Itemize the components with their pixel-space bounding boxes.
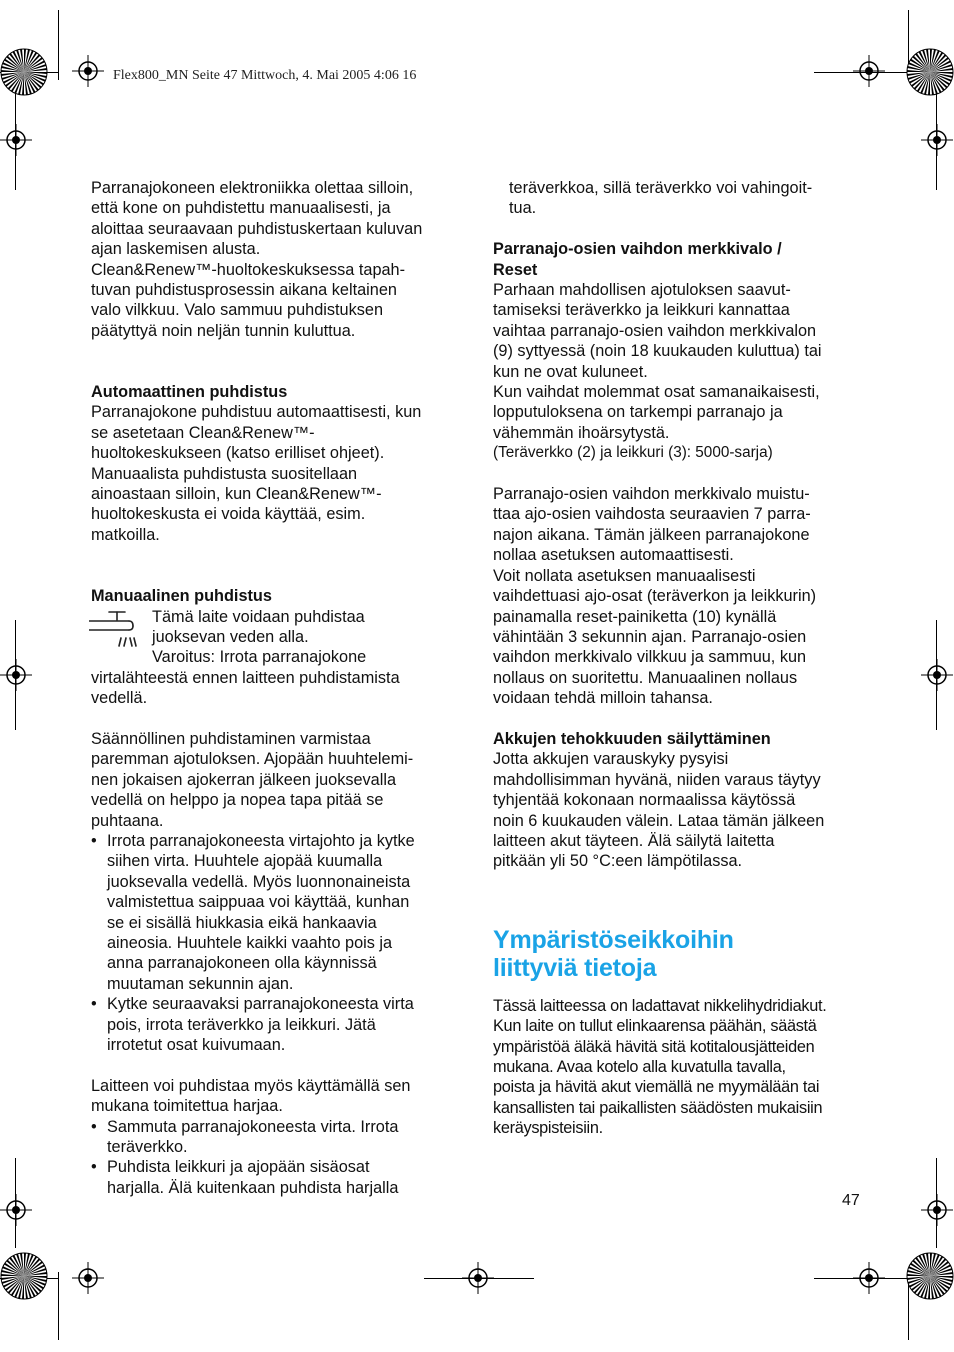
registration-mark-icon (921, 124, 953, 156)
manual-cleaning-heading: Manuaalinen puhdistus (91, 587, 272, 606)
registration-mark-icon (0, 1194, 32, 1226)
starburst-mark-icon (906, 48, 954, 96)
starburst-mark-icon (0, 48, 48, 96)
faucet-water-icon (89, 608, 147, 656)
auto-cleaning-heading: Automaattinen puhdistus (91, 383, 288, 402)
starburst-mark-icon (0, 1252, 48, 1300)
parts-note: (Teräverkko (2) ja leikkuri (3): 5000-sarja) (493, 444, 773, 462)
replace-indicator-heading: Parranajo-osien vaihdon merkkivalo / Reset (493, 240, 782, 279)
replace-indicator-paragraph: Parhaan mahdollisen ajotuloksen saavut- tamiseksi teräverkko ja leikkuri kannattaa vaihtaa parranajo-osien vaihdon merkkivalon (9) syttyessä (noin 18 kuukauden kuluttua) tai kun ne ovat kuluneet. Kun vaihdat molemmat osat samanaikaisesti, lopputuloksena on tarkempi parranajo ja vähemmän ihoärsytystä. (Teräverkko (2) ja leikkuri (3): 5000-sarja) (493, 280, 865, 464)
registration-mark-icon (72, 1262, 104, 1294)
reminder-paragraph: Parranajo-osien vaihdon merkkivalo muistu- ttaa ajo-osien vaihdosta seuraavien 7 parra- najon aikana. Tämän jälkeen parranajokone nollaa asetuksen automaattisesti. Voit nollata asetuksen manuaalisesti vaihdettuasi ajo-osat (teräverkon ja leikkurin) painamalla reset-painiketta (10) kynällä vähintään 3 sekunnin ajan. Parranajo-osien vaihdon merkkivalo vilkkuu ja sammuu, kun nollaus on suoritettu. Manuaalinen nollaus voidaan tehdä milloin tahansa. (493, 485, 817, 708)
print-header: Flex800_MN Seite 47 Mittwoch, 4. Mai 2005 4:06 16 (113, 68, 417, 83)
registration-mark-icon (72, 55, 104, 87)
battery-heading: Akkujen tehokkuuden säilyttäminen (493, 729, 771, 748)
list-item: • Kytke seuraavaksi parranajokoneesta virta pois, irrota teräverkko ja leikkuri. Jätä irrotetut osat kuivumaan. (91, 994, 463, 1055)
regular-cleaning-paragraph: Säännöllinen puhdistaminen varmistaa paremman ajotuloksen. Ajopään huuhtelemi- nen jokaisen ajokerran jälkeen juoksevalla vedellä on helppo ja nopea tapa pitää se puhtaana. (91, 729, 414, 830)
page-number: 47 (842, 1192, 860, 1209)
starburst-mark-icon (906, 1252, 954, 1300)
list-item: • Puhdista leikkuri ja ajopään sisäosat harjalla. Älä kuitenkaan puhdista harjalla (91, 1157, 463, 1198)
battery-paragraph: Jotta akkujen varauskyky pysyisi mahdollisimman hyvänä, niiden varaus täytyy tyhjentää kokonaan normaalissa käytössä noin 6 kuukauden välein. Lataa tämän jälkeen laitteen akut täyteen. Älä säilytä laitetta pitkään yli 50 °C:een lämpötilassa. (493, 750, 825, 871)
registration-mark-icon (853, 1262, 885, 1294)
left-column: Parranajokoneen elektroniikka olettaa silloin, että kone on puhdistettu manuaalisesti, ja aloittaa seuraavaan puhdistuskertaan kuluvan ajan laskemisen alusta. Clean&Renew™-huoltokeskuksessa tapah- tuvan puhdistusprosessin aikana keltainen valo vilkkuu. Valo sammuu puhdistuksen päätyttyä noin neljän tunnin kuluttua. Automaattinen puhdistus Parranajokone puhdistuu automaattisesti, kun se asetetaan Clean&Renew™- huoltokeskukseen (katso erilliset ohjeet). Manuaalista puhdistusta suositellaan ainoastaan silloin, kun Clean&Renew™- huoltokeskusta ei voida käyttää, esim. matkoilla. Manuaalinen puhdistus Tämä laite voidaan puhdistaa juoksevan veden alla. Varoitus: Irrota parranajokone virtalähteestä ennen laitteen puhdistamista vedellä. Säännöllinen puhdistaminen varmistaa paremman ajotuloksen. Ajopään huuhtelemi- nen jokaisen ajokerran jälkeen juoksevalla vedellä on helppo ja nopea tapa pitää se puhtaana. • Irrota parranajokoneesta virtajohto ja kytke siihen virta. Huuhtele ajopää kuumalla juoksevalla vedellä. Myös luonnonaineista valmistettua saippuaa voi käyttää, kunhan se ei sisällä hiukkasia eikä hankaavia aineosia. Huuhtele kaikki vaahto pois ja anna parranajokoneen olla käynnissä muutaman sekunnin ajan. • Kytke seuraavaksi parranajokoneesta virta pois, irrota teräverkko ja leikkuri. Jätä irrotetut osat kuivumaan. Laitteen voi puhdistaa myös käyttämällä sen mukana toimitettua harjaa. • Sammuta parranajokoneesta virta. Irrota teräverkko. • Puhdista leikkuri ja ajopään sisäosat harjalla. Älä kuitenkaan puhdista harjalla (91, 178, 463, 1198)
list-item: • Sammuta parranajokoneesta virta. Irrota teräverkko. (91, 1117, 463, 1158)
registration-mark-icon (853, 55, 885, 87)
brush-steps-list (91, 1117, 463, 1199)
cleaning-steps-list (91, 831, 463, 1055)
environment-paragraph: Tässä laitteessa on ladattavat nikkelihydridiakut. Kun laite on tullut elinkaarensa päähän, säästä ympäristöä äläkä hävitä sitä kotitalousjätteiden mukana. Avaa kotelo alla kuvatulla tavalla, poista ja hävitä akut viemällä ne myymälään tai kansallisten tai paikallisten säädösten mukaisiin keräyspisteisiin. (493, 996, 827, 1138)
registration-mark-icon (0, 124, 32, 156)
right-column (493, 178, 865, 1139)
registration-mark-icon (0, 659, 32, 691)
trim-line (58, 1272, 59, 1340)
manual-cleaning-icon-row: Tämä laite voidaan puhdistaa juoksevan veden alla. Varoitus: Irrota parranajokone (91, 607, 463, 668)
registration-mark-icon (921, 659, 953, 691)
continuation-text: teräverkkoa, sillä teräverkko voi vahingoit- tua. (509, 179, 813, 218)
intro-paragraph: Parranajokoneen elektroniikka olettaa silloin, että kone on puhdistettu manuaalisesti, ja aloittaa seuraavaan puhdistuskertaan kuluvan ajan laskemisen alusta. Clean&Renew™-huoltokeskuksessa tapah- tuvan puhdistusprosessin aikana keltainen valo vilkkuu. Valo sammuu puhdistuksen päätyttyä noin neljän tunnin kuluttua. (91, 179, 423, 340)
auto-cleaning-paragraph: Parranajokone puhdistuu automaattisesti, kun se asetetaan Clean&Renew™- huoltokeskukseen (katso erilliset ohjeet). Manuaalista puhdistusta suositellaan ainoastaan silloin, kun Clean&Renew™- huoltokeskusta ei voida käyttää, esim. matkoilla. (91, 403, 422, 544)
list-item: • Irrota parranajokoneesta virtajohto ja kytke siihen virta. Huuhtele ajopää kuumalla juoksevalla vedellä. Myös luonnonaineista valmistettua saippuaa voi käyttää, kunhan se ei sisällä hiukkasia eikä hankaavia aineosia. Huuhtele kaikki vaahto pois ja anna parranajokoneen olla käynnissä muutaman sekunnin ajan. (91, 831, 463, 994)
environment-heading: Ympäristöseikkoihin liittyviä tietoja (493, 925, 734, 982)
registration-mark-icon (462, 1262, 494, 1294)
trim-line (58, 10, 59, 80)
registration-mark-icon (921, 1194, 953, 1226)
